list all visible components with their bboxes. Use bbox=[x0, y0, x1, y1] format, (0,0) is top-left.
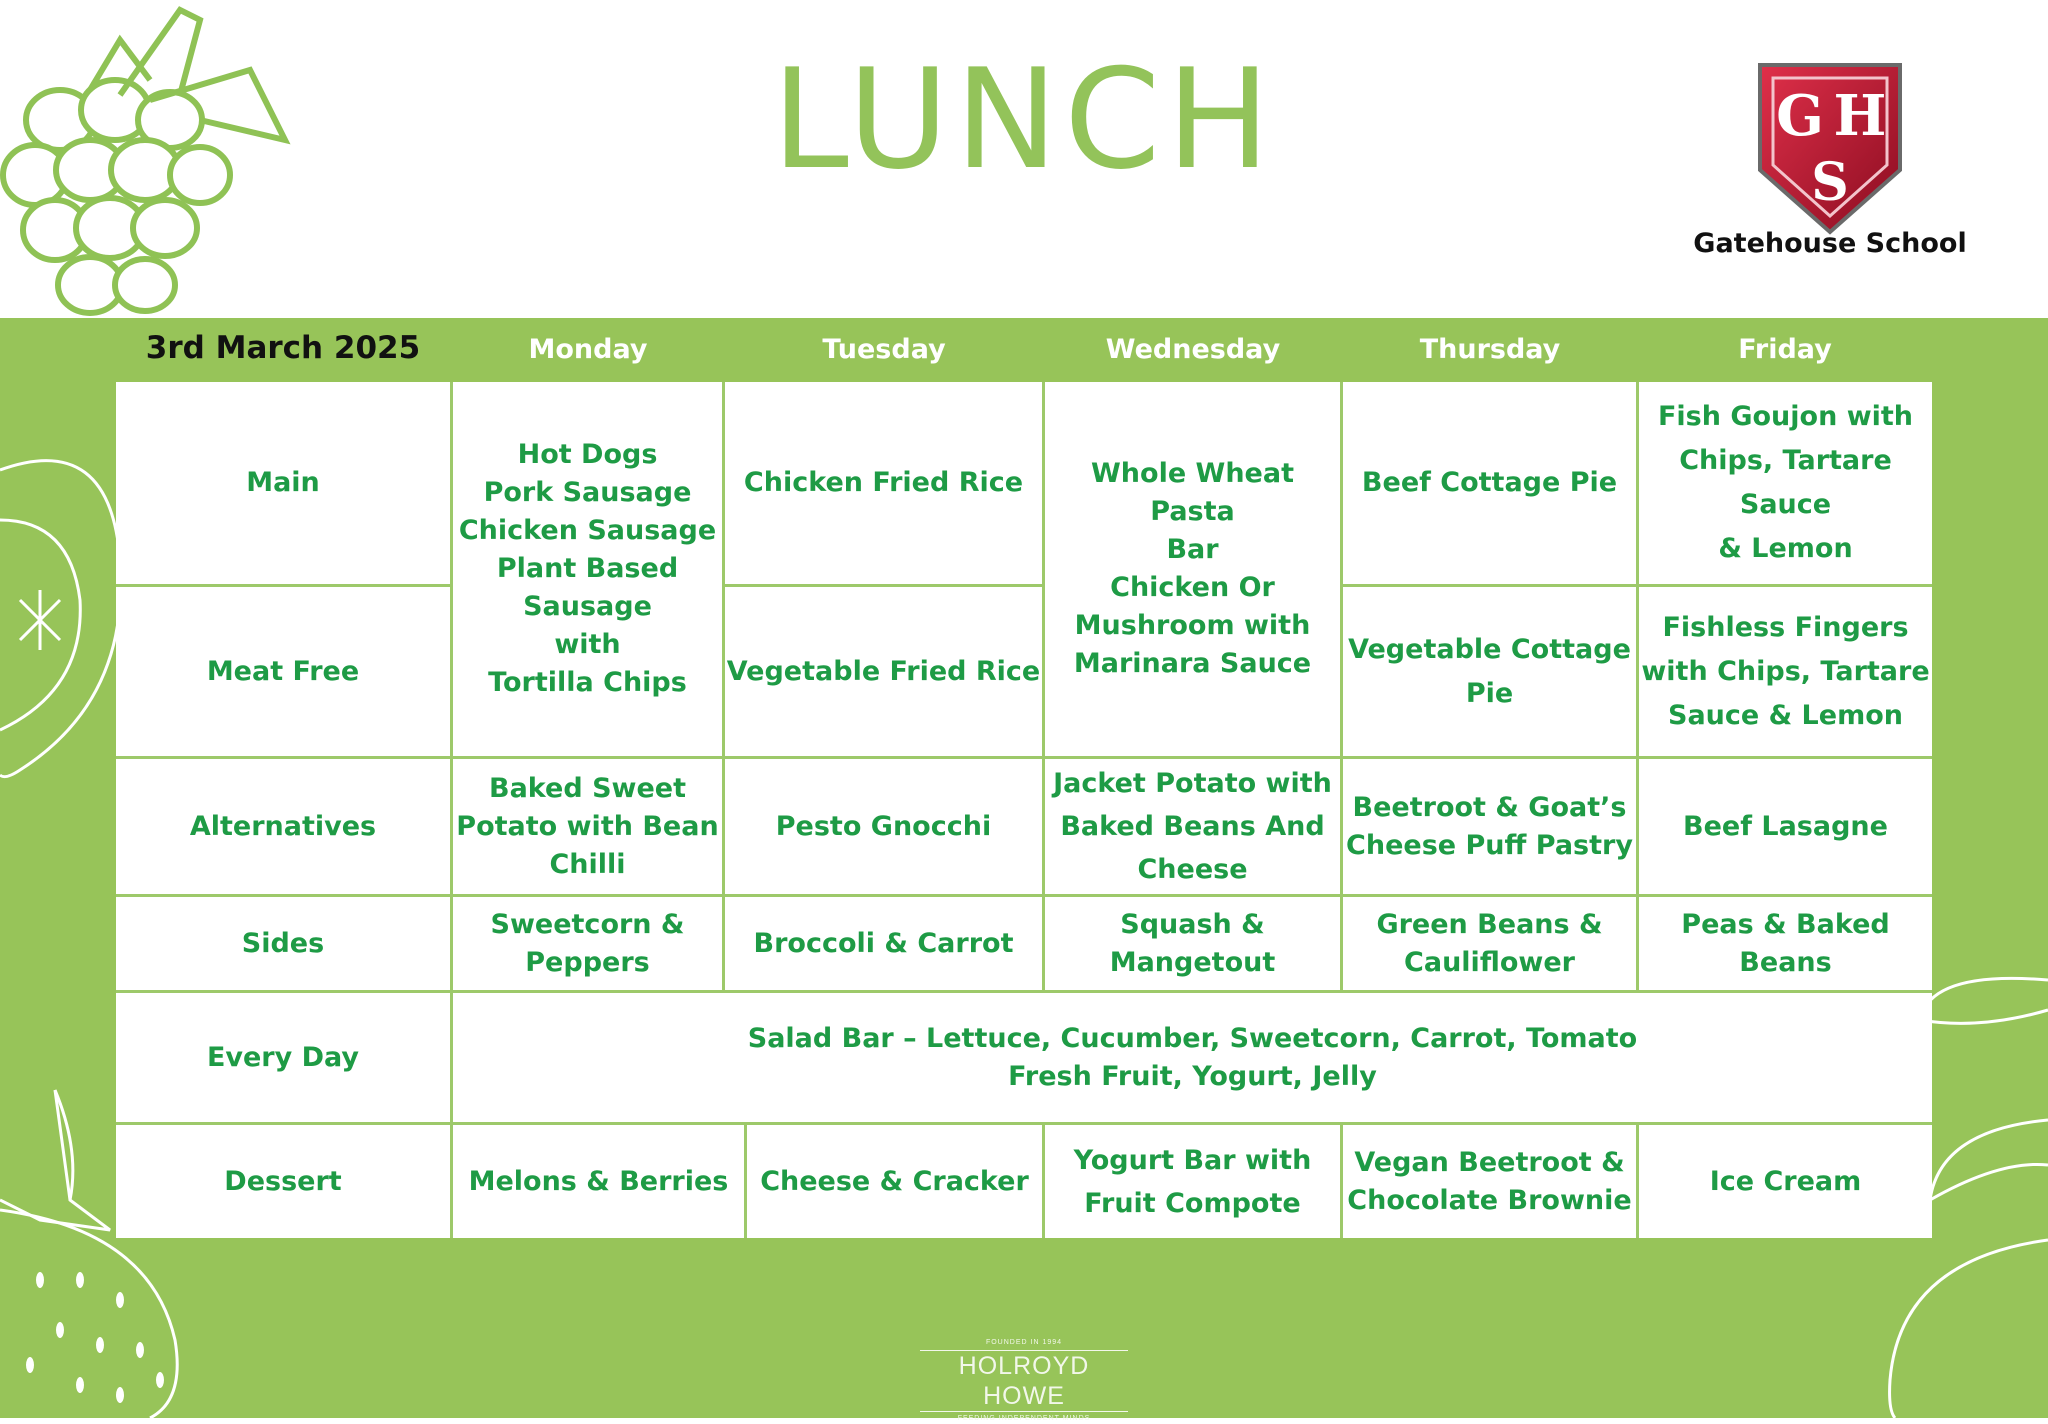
monday-main-item: Hot Dogs Pork Sausage Chicken Sausage Plant Based Sausage with Tortilla Chips bbox=[458, 439, 717, 698]
svg-text:G: G bbox=[1776, 83, 1824, 149]
monday-sides-item: Sweetcorn & Peppers bbox=[490, 908, 685, 978]
week-date: 3rd March 2025 bbox=[145, 330, 421, 366]
thursday-alternative-item: Beetroot & Goat’s Cheese Puff Pastry bbox=[1346, 791, 1633, 861]
school-logo bbox=[1700, 60, 1960, 240]
tuesday-alternative-item: Pesto Gnocchi bbox=[775, 810, 992, 842]
friday-dessert-item: Ice Cream bbox=[1709, 1165, 1862, 1197]
page-title: LUNCH bbox=[771, 39, 1277, 200]
footer-founded: FOUNDED IN 1994 bbox=[985, 1339, 1063, 1346]
day-monday: Monday bbox=[528, 334, 648, 365]
tuesday-meat-free-item: Vegetable Fried Rice bbox=[726, 655, 1041, 687]
row-label-meat-free: Meat Free bbox=[206, 655, 360, 687]
wednesday-sides-item: Squash & Mangetout bbox=[1109, 908, 1276, 978]
wednesday-dessert-item: Yogurt Bar with Fruit Compote bbox=[1073, 1144, 1312, 1219]
row-label-dessert: Dessert bbox=[224, 1165, 342, 1197]
tuesday-dessert-item: Cheese & Cracker bbox=[760, 1165, 1029, 1197]
school-crest-icon bbox=[1755, 60, 1905, 235]
day-wednesday: Wednesday bbox=[1105, 334, 1281, 365]
monday-alternative-item: Baked Sweet Potato with Bean Chilli bbox=[456, 772, 719, 880]
thursday-dessert-item: Vegan Beetroot & Chocolate Brownie bbox=[1347, 1146, 1632, 1216]
thursday-main-item: Beef Cottage Pie bbox=[1361, 467, 1618, 498]
thursday-meat-free-item: Vegetable Cottage Pie bbox=[1348, 633, 1631, 709]
menu-table bbox=[116, 382, 1932, 1238]
friday-main-item: Fish Goujon with Chips, Tartare Sauce & Lemon bbox=[1657, 401, 1914, 564]
tuesday-sides-item: Broccoli & Carrot bbox=[753, 927, 1014, 959]
footer-tagline: FEEDING INDEPENDENT MINDS bbox=[957, 1415, 1091, 1422]
wednesday-alternative-item: Jacket Potato with Baked Beans And Cheese bbox=[1053, 768, 1332, 885]
row-label-sides: Sides bbox=[241, 927, 325, 959]
footer-brand bbox=[920, 1338, 1128, 1424]
footer-brand-name: HOLROYD HOWE bbox=[920, 1350, 1128, 1412]
tuesday-main-item: Chicken Fried Rice bbox=[743, 467, 1024, 498]
apple-illustration-icon bbox=[0, 440, 130, 800]
svg-text:H: H bbox=[1833, 83, 1887, 149]
row-label-alternatives: Alternatives bbox=[189, 810, 377, 842]
thursday-sides-item: Green Beans & Cauliflower bbox=[1376, 908, 1603, 978]
friday-alternative-item: Beef Lasagne bbox=[1683, 810, 1888, 842]
school-name: Gatehouse School bbox=[1693, 228, 1967, 259]
wednesday-main-item: Whole Wheat Pasta Bar Chicken Or Mushroom with Marinara Sauce bbox=[1073, 458, 1312, 679]
monday-dessert-item: Melons & Berries bbox=[468, 1165, 729, 1197]
friday-meat-free-item: Fishless Fingers with Chips, Tartare Sauce & Lemon bbox=[1641, 611, 1930, 731]
day-tuesday: Tuesday bbox=[822, 334, 946, 365]
row-label-main: Main bbox=[246, 467, 320, 498]
row-label-every-day: Every Day bbox=[206, 1041, 360, 1073]
svg-text:S: S bbox=[1811, 152, 1849, 213]
friday-sides-item: Peas & Baked Beans bbox=[1681, 908, 1890, 978]
day-friday: Friday bbox=[1738, 334, 1832, 365]
every-day-item: Salad Bar – Lettuce, Cucumber, Sweetcorn, Carrot, Tomato Fresh Fruit, Yogurt, Jelly bbox=[747, 1022, 1638, 1092]
day-thursday: Thursday bbox=[1419, 334, 1561, 365]
